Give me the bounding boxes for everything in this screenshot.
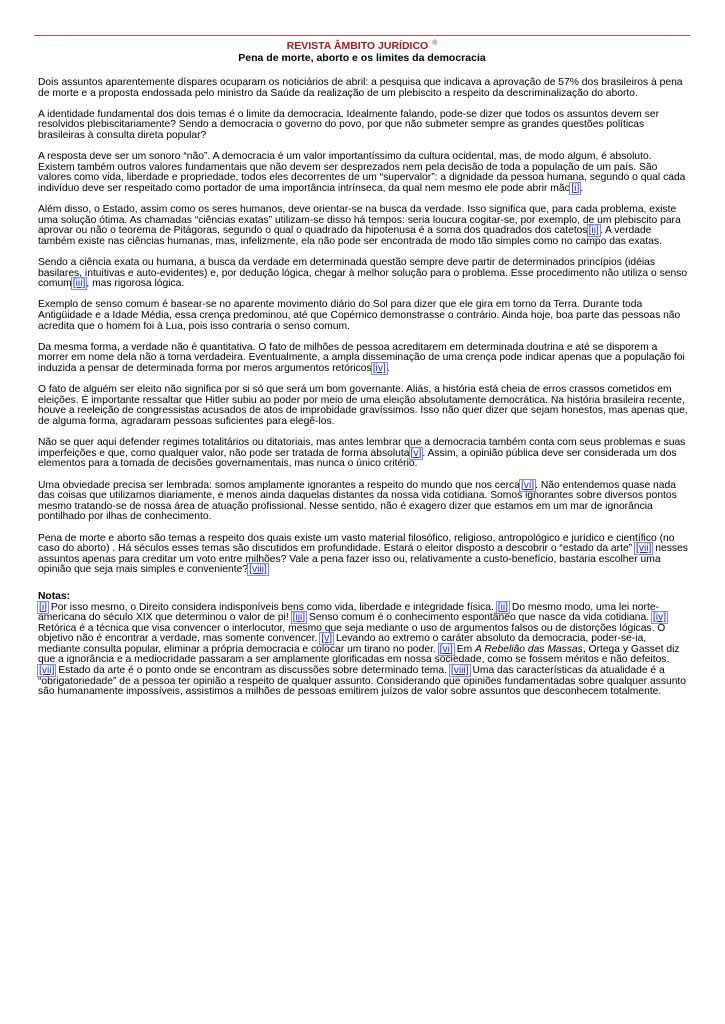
footnote-link-vi[interactable]: [vi]	[520, 479, 535, 491]
note-ref-vii[interactable]: [vii]	[39, 665, 55, 677]
paragraph-6: Exemplo de senso comum é basear-se no aparente movimento diário do Sol para dizer que ele gira em torno da Terra. Durante toda Antigüidade e a Idade Média, essa crença predominou, até que Copérnico demonstrasse o contrário. Ainda hoje, boa parte das pessoas não acredita que o homem foi à Lua, pois isso contraria o senso comum.	[38, 299, 681, 332]
article-body	[38, 78, 688, 698]
paragraph-8: O fato de alguém ser eleito não significa por si só que será um bom governante. Aliás, a história está cheia de erros crassos cometidos em eleições. É importante ressaltar que Hitler subiu ao poder por meio de uma eleição absolutamente democrática. Na história brasileira recente, houve a reeleição de congressistas acusados de atos de improbidade gravíssimos. Isso não quer dizer que sejam honestos, mas apenas que, de alguma forma, agradaram pessoas suficientes para elegê-los.	[38, 384, 688, 427]
paragraph-text: Sendo a ciência exata ou humana, a busca da verdade em determinada questão sempre deve partir de determinados princípios (idéias basilares, intuitivas e auto-evidentes) e, por dedução lógica, chegar à melhor solução para o problema. Esse procedimento não utiliza o senso comum	[38, 257, 688, 290]
note-ref-viii[interactable]: [viii]	[450, 665, 469, 677]
footnote-link-iv[interactable]: [iv]	[372, 363, 386, 375]
paragraph-text: Além disso, o Estado, assim como os seres humanos, deve orientar-se na busca da verdade. Isso significa que, para cada problema, existe uma solução ótima. As chamadas “ciências exatas” utilizam-se disso há tempos: seria loucura cogitar-se, por exemplo, de um plebiscito para aprovar ou não o teorema de Pitágoras, segundo o qual o quadrado da hipotenusa é a soma dos quadrados dos catetos	[38, 204, 681, 237]
note-ref-iii[interactable]: [iii]	[292, 612, 306, 624]
footnote-link-iii[interactable]: [iii]	[72, 278, 86, 290]
header-rule	[34, 35, 690, 36]
notes-title: Notas:	[38, 590, 71, 602]
note-text-vi: , Ortega y Gasset diz que a ignorância e a mediocridade passaram a ser amplamente glorificadas em nossa sociedade, como se fossem méritos e não defeitos.	[38, 643, 680, 666]
note-ref-i[interactable]: [i]	[39, 601, 48, 613]
note-pre-vi: Em	[453, 643, 476, 655]
paragraph-3	[38, 152, 688, 194]
footnote-link-i[interactable]: [i]	[571, 182, 580, 194]
note-ref-iv[interactable]: [iv]	[652, 612, 667, 624]
notes-text	[38, 603, 688, 698]
magazine-title	[34, 40, 690, 52]
footnote-link-v[interactable]: [v]	[410, 447, 422, 459]
note-ref-ii[interactable]: [ii]	[497, 601, 509, 613]
paragraph-text: nesses assuntos apenas para creditar um voto entre milhões? Vale a pena fazer isso ou, relativamente a custo-benefício, bastaria escolher uma opinião que seja mais simples e conveniente?	[38, 543, 688, 576]
paragraph-text: . A verdade também existe nas ciências humanas, mas, infelizmente, ela não pode ser encontrada de modo tão simples como no campo das exatas.	[38, 225, 662, 247]
paragraph-text: Da mesma forma, a verdade não é quantitativa. O fato de milhões de pessoa acreditarem em determinada doutrina e até se disporem a morrer em nome dela não a torna verdadeira. Eventualmente, a ampla disseminação de uma crença pode indicar apenas que a população foi induzida a pensar de determinada forma por meros argumentos retóricos	[38, 341, 685, 375]
paragraph-text: . Não entendemos quase nada das coisas que utilizamos diariamente, e menos ainda daquelas distantes da nossa vida cotidiana. Somos ignorantes sobre diversos pontos mesmo tratando-se de nossa área de atuação profissional. Nesse sentido, não é exagero dizer que estamos em um mar de ignorância pontilhado por ilhas de conhecimento.	[38, 479, 677, 523]
paragraph-11	[38, 534, 688, 576]
paragraph-text: Uma obviedade precisa ser lembrada: somos amplamente ignorantes a respeito do mundo que nos cerca	[38, 479, 520, 491]
note-text-ii: Do mesmo modo, uma lei norte-americana do século XIX que determinou o valor de pi!	[38, 601, 659, 624]
note-text-viii: Uma das características da atualidade é a “obrigatoriedade” de a pessoa ter opinião a respeito de qualquer assunto. Considerando que opiniões fundamentadas sobre qualquer assunto são humanamente impossíveis, assistimos a milhões de pessoas emitirem juízos de valor sobre assuntos que desconhecem totalmente.	[38, 665, 687, 698]
paragraph-10	[38, 481, 688, 523]
note-text-vii: Estado da arte é o ponto onde se encontram as discussões sobre determinado tema.	[55, 665, 450, 677]
footnote-link-vii[interactable]: [vii]	[635, 543, 652, 555]
registered-mark: ®	[432, 40, 438, 47]
paragraph-text: A resposta deve ser um sonoro “não”. A democracia é um valor importantíssimo da cultura ocidental, mas, de modo algum, é absoluto. Existem também outros valores fundamentais que não devem ser desprezados nem pela decisão de toda a população de um país. São valores como vida, liberdade e propriedade, todos eles decorrentes de um “supervalor”: a dignidade da pessoa humana, segundo o qual cada indivíduo deve ser respeitado como portador de uma importância intrínseca, da qual nem mesmo ele pode abrir mão	[38, 151, 686, 194]
note-text-i: Por isso mesmo, o Direito considera indisponíveis bens como vida, liberdade e integridade física.	[48, 601, 497, 613]
note-text-v: Levando ao extremo o caráter absoluto da democracia, poder-se-ia, mediante consulta popular, eliminar a própria democracia e colocar um tirano no poder.	[38, 633, 647, 655]
paragraph-text: , mas rigorosa lógica.	[86, 278, 185, 290]
paragraph-5	[38, 258, 688, 290]
footnote-link-viii[interactable]: [viii]	[249, 564, 267, 576]
magazine-name: REVISTA ÂMBITO JURÍDICO	[286, 40, 429, 52]
note-text-iv: Retórica é a técnica que visa convencer o interlocutor, mesmo que seja mediante o uso de argumentos falsos ou de distorções lógicas. O objetivo não é encontrar a verdade, mas somente convencer.	[38, 622, 666, 645]
paragraph-1: Dois assuntos aparentemente díspares ocuparam os noticiários de abril: a pesquisa que indicava a aprovação de 57% dos brasileiros à pena de morte e a proposta endossada pelo ministro da Saúde da realização de um plebiscito a respeito da descriminalização do aborto.	[38, 77, 683, 99]
paragraph-text: Não se quer aqui defender regimes totalitários ou ditatoriais, mas antes lembrar que a democracia também conta com seus problemas e suas imperfeições e que, como qualquer valor, não pode ser tratada de forma absoluta	[38, 437, 686, 459]
paragraph-4	[38, 205, 688, 247]
footnote-link-ii[interactable]: [ii]	[588, 225, 599, 237]
book-title: A Rebelião das Massas	[475, 643, 583, 655]
paragraph-text: Pena de morte e aborto são temas a respeito dos quais existe um vasto material filosófico, religioso, antropológico e jurídico e científico (no caso do aborto) . Há séculos esses temas são discutidos em profundidade. Estará o eleitor disposto a descobrir o “estado da arte”	[38, 532, 675, 555]
paragraph-2: A identidade fundamental dos dois temas é o limite da democracia. Idealmente falando, pode-se dizer que todos os assuntos devem ser resolvidos plebiscitariamente? Sendo a democracia o governo do povo, por que não submeter sempre as grandes questões políticas brasileiras à consulta direta popular?	[38, 108, 660, 141]
paragraph-text: . Assim, a opinião pública deve ser considerada um dos elementos para a tomada de decisões governamentais, mas nunca o único critério.	[38, 447, 677, 470]
article-title: Pena de morte, aborto e os limites da democracia	[238, 52, 486, 64]
paragraph-text: .	[580, 182, 584, 194]
note-ref-vi[interactable]: [vi]	[439, 643, 453, 655]
paragraph-text: .	[386, 363, 390, 375]
document-header	[34, 40, 690, 65]
notes-section	[38, 592, 688, 698]
paragraph-9	[38, 438, 688, 470]
note-text-iii: Senso comum é o conhecimento espontâneo que nasce da vida cotidiana.	[306, 612, 652, 624]
note-ref-v[interactable]: [v]	[321, 633, 333, 645]
paragraph-7	[38, 343, 688, 375]
